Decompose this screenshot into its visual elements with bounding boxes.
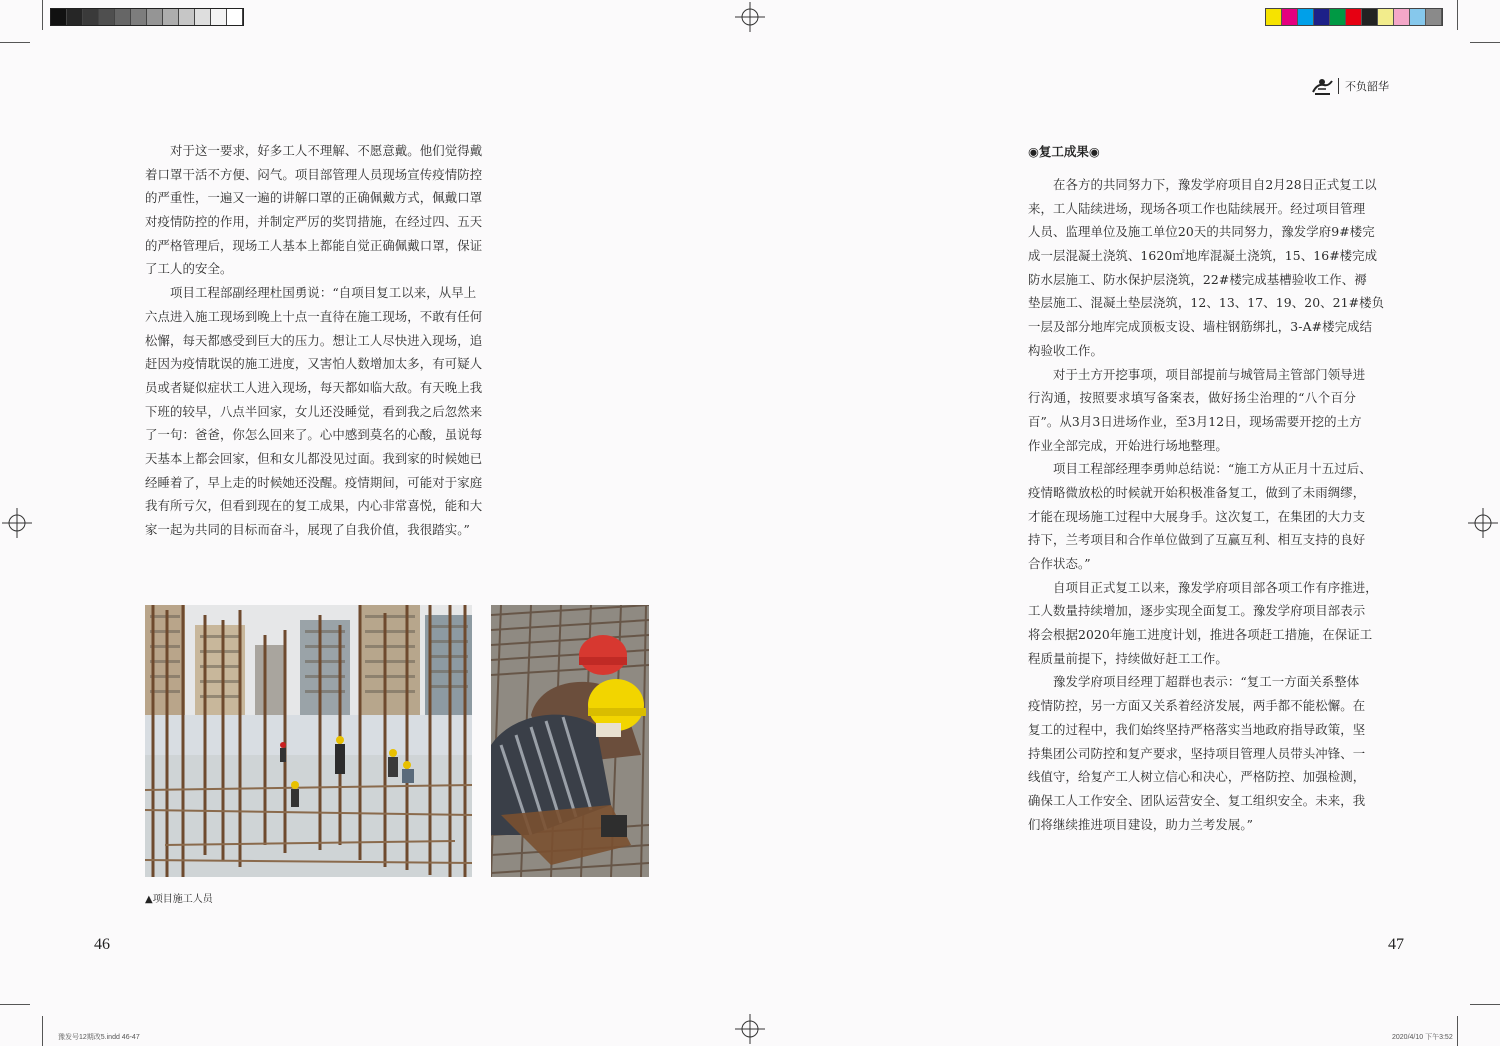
gray-swatch — [115, 9, 131, 25]
text-line: 天基本上都会回家，但和女儿都没见过面。我到家的时候她已 — [145, 450, 483, 466]
color-swatch — [1362, 9, 1378, 25]
text-line: 一层及部分地库完成顶板支设、墙柱钢筋绑扎，3-A#楼完成结 — [1028, 319, 1373, 335]
text-line: 程质量前提下，持续做好赶工工作。 — [1028, 650, 1228, 666]
text-line: 了工人的安全。 — [145, 261, 233, 277]
gray-swatch — [131, 9, 147, 25]
text-line: 成一层混凝土浇筑、1620㎡地库混凝土浇筑，15、16#楼完成 — [1028, 248, 1378, 264]
text-line: 线值守，给复产工人树立信心和决心，严格防控、加强检测， — [1028, 769, 1366, 785]
text-line: 作业全部完成，开始进行场地整理。 — [1028, 437, 1228, 453]
gray-swatch — [179, 9, 195, 25]
header-title: 不负韶华 — [1345, 80, 1389, 93]
text-line: 六点进入施工现场到晚上十点一直待在施工现场，不敢有任何 — [145, 308, 483, 324]
text-line: 构验收工作。 — [1028, 342, 1103, 358]
text-line: 的严重性，一遍又一遍的讲解口罩的正确佩戴方式，佩戴口罩 — [145, 190, 483, 206]
color-swatch — [1298, 9, 1314, 25]
text-line: 复工的过程中，我们始终坚持严格落实当地政府指导政策，坚 — [1028, 721, 1366, 737]
color-swatch — [1410, 9, 1426, 25]
registration-mark-icon — [735, 1014, 765, 1044]
crop-mark — [1470, 1004, 1500, 1005]
text-line: 持集团公司防控和复产要求，坚持项目管理人员带头冲锋、一 — [1028, 745, 1366, 761]
text-line: 工人数量持续增加，逐步实现全面复工。豫发学府项目部表示 — [1028, 603, 1366, 619]
text-line: 豫发学府项目经理丁超群也表示：“复工一方面关系整体 — [1028, 674, 1360, 690]
header-divider — [1338, 78, 1339, 94]
text-line: 防水层施工、防水保护层浇筑，22#楼完成基槽验收工作、褥 — [1028, 271, 1367, 287]
text-line: 了一句：爸爸，你怎么回来了。心中感到莫名的心酸，虽说每 — [145, 427, 483, 443]
gray-swatch — [67, 9, 83, 25]
crop-mark — [1470, 42, 1500, 43]
gray-swatch — [227, 9, 243, 25]
text-line: 松懈，每天都感受到巨大的压力。想让工人尽快进入现场，追 — [145, 332, 483, 348]
text-line: 自项目正式复工以来，豫发学府项目部各项工作有序推进， — [1028, 579, 1378, 595]
text-line: 将会根据2020年施工进度计划，推进各项赶工措施，在保证工 — [1028, 627, 1373, 643]
text-line: 才能在现场施工过程中大展身手。这次复工，在集团的大力支 — [1028, 508, 1366, 524]
gray-swatch — [83, 9, 99, 25]
company-logo-icon — [1310, 76, 1334, 96]
text-line: 对于这一要求，好多工人不理解、不愿意戴。他们觉得戴 — [145, 143, 483, 158]
text-line: 们将继续推进项目建设，助力兰考发展。” — [1028, 816, 1254, 832]
left-article-column — [145, 139, 483, 542]
text-line: 确保工人工作安全、团队运营安全、复工组织安全。未来，我 — [1028, 792, 1366, 808]
text-line: 合作状态。” — [1028, 556, 1091, 571]
color-swatch — [1346, 9, 1362, 25]
registration-mark-icon — [2, 508, 32, 538]
text-line: 员或者疑似症状工人进入现场，每天都如临大敌。有天晚上我 — [145, 379, 483, 395]
text-line: 家一起为共同的目标而奋斗，展现了自我价值，我很踏实。” — [145, 522, 470, 537]
grayscale-calibration-bar — [50, 8, 244, 26]
text-line: 持下，兰考项目和合作单位做到了互赢互利、相互支持的良好 — [1028, 532, 1366, 548]
text-line: 对于土方开挖事项，项目部提前与城管局主管部门领导进 — [1028, 366, 1366, 382]
rebar-workers-photo — [491, 605, 649, 877]
color-swatch — [1394, 9, 1410, 25]
color-swatch — [1266, 9, 1282, 25]
print-timestamp: 2020/4/10 下午3:52 — [1392, 1034, 1453, 1041]
color-swatch — [1282, 9, 1298, 25]
registration-mark-icon — [1468, 508, 1498, 538]
text-line: 垫层施工、混凝土垫层浇筑，12、13、17、19、20、21#楼负 — [1028, 295, 1385, 311]
text-line: 疫情防控，另一方面又关系着经济发展，两手都不能松懈。在 — [1028, 698, 1366, 714]
text-line: 我有所亏欠，但看到现在的复工成果，内心非常喜悦，能和大 — [145, 498, 483, 514]
crop-mark — [1457, 1016, 1458, 1046]
gray-swatch — [195, 9, 211, 25]
section-heading: ◉复工成果◉ — [1028, 144, 1100, 159]
crop-mark — [42, 0, 43, 30]
text-line: 着口罩干活不方便、闷气。项目部管理人员现场宣传疫情防控 — [145, 166, 483, 182]
text-line: 对疫情防控的作用，并制定严厉的奖罚措施，在经过四、五天 — [145, 214, 483, 230]
crop-mark — [0, 1004, 30, 1005]
color-swatch — [1426, 9, 1442, 25]
text-line: 百”。从3月3日进场作业，至3月12日，现场需要开挖的土方 — [1028, 413, 1362, 429]
color-swatch — [1314, 9, 1330, 25]
right-article-column — [1028, 173, 1385, 836]
registration-mark-icon — [735, 2, 765, 32]
page-number-right: 47 — [1388, 936, 1404, 953]
crop-mark — [1457, 0, 1458, 30]
color-swatch — [1378, 9, 1394, 25]
text-line: 的严格管理后，现场工人基本上都能自觉正确佩戴口罩，保证 — [145, 237, 483, 253]
gray-swatch — [211, 9, 227, 25]
text-line: 疫情略微放松的时候就开始积极准备复工，做到了未雨绸缪， — [1028, 484, 1366, 500]
text-line: 下班的较早，八点半回家，女儿还没睡觉，看到我之后忽然来 — [145, 403, 483, 419]
text-line: 人员、监理单位及施工单位20天的共同努力，豫发学府9#楼完 — [1028, 224, 1375, 240]
text-line: 来，工人陆续进场，现场各项工作也陆续展开。经过项目管理 — [1028, 200, 1366, 216]
gray-swatch — [147, 9, 163, 25]
text-line: 赶因为疫情耽误的施工进度，又害怕人数增加太多，有可疑人 — [145, 356, 483, 372]
gray-swatch — [51, 9, 67, 25]
crop-mark — [42, 1016, 43, 1046]
page-number-left: 46 — [94, 936, 110, 953]
text-line: 行沟通，按照要求填写备案表，做好扬尘治理的“八个百分 — [1028, 390, 1356, 406]
construction-site-photo — [145, 605, 472, 877]
gray-swatch — [163, 9, 179, 25]
photo-caption: ▲项目施工人员 — [145, 894, 213, 905]
file-slug: 豫发号12期改5.indd 46-47 — [58, 1034, 140, 1041]
color-calibration-bar — [1265, 8, 1443, 26]
text-line: 经睡着了，早上走的时候她还没醒。疫情期间，可能对于家庭 — [145, 474, 483, 490]
text-line: 项目工程部副经理杜国勇说：“自项目复工以来，从早上 — [145, 285, 477, 301]
crop-mark — [0, 42, 30, 43]
text-line: 在各方的共同努力下，豫发学府项目自2月28日正式复工以 — [1028, 177, 1377, 192]
text-line: 项目工程部经理李勇帅总结说：“施工方从正月十五过后、 — [1028, 461, 1372, 477]
gray-swatch — [99, 9, 115, 25]
color-swatch — [1330, 9, 1346, 25]
